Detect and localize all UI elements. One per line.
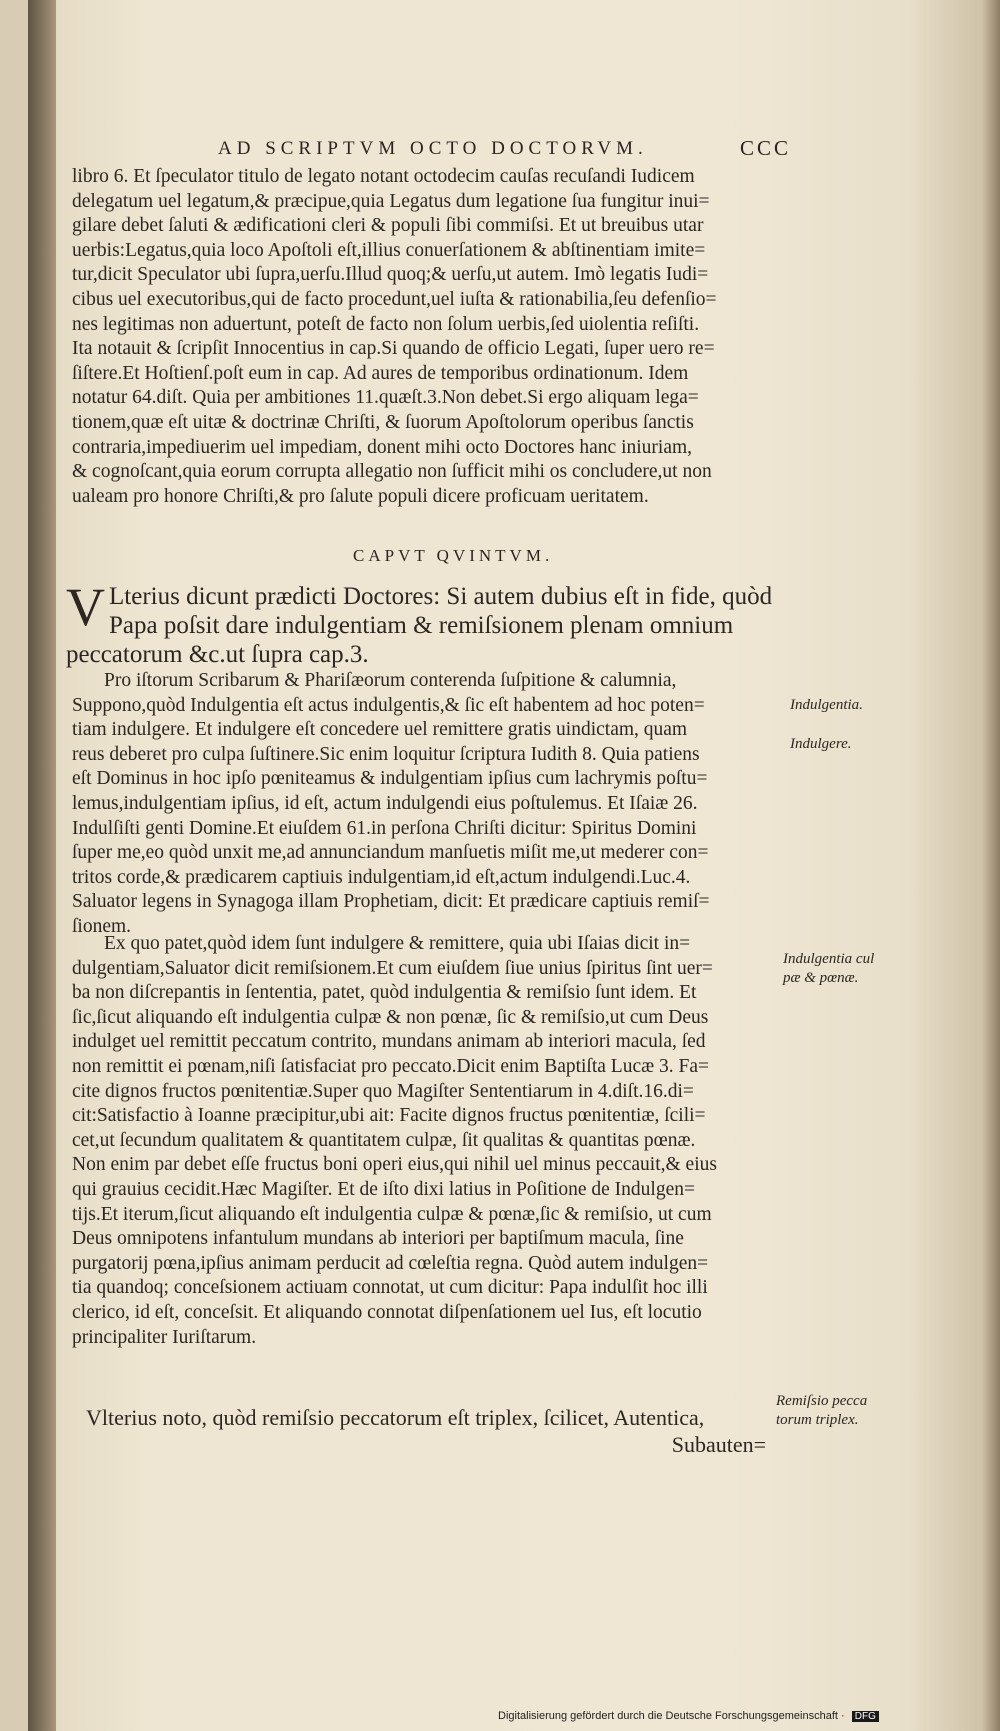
text-line: tia quandoq; conceſsionem actiuam connotat, ut cum dicitur: Papa indulſit hoc illi — [72, 1277, 708, 1299]
text-line: Subauten= — [671, 1432, 766, 1457]
text-line: Deus omnipotens infantulum mundans ab interiori per baptiſmum macula, ſine — [72, 1228, 684, 1250]
book-page — [28, 0, 1000, 1731]
text-line: cet,ut ſecundum qualitatem & quantitatem culpæ, ſit qualitas & quantitas pœnæ. — [72, 1129, 696, 1151]
text-line: qui grauius cecidit.Hæc Magiſter. Et de iſto dixi latius in Poſitione de Indulgen= — [72, 1178, 695, 1200]
text-line: principaliter Iuriſtarum. — [72, 1326, 257, 1348]
text-line: & cognoſcant,quia eorum corrupta allegatio non ſufficit mihi os concludere,ut non — [72, 461, 712, 483]
text-line: ſuper me,eo quòd unxit me,ad annunciandum manſuetis miſit me,ut mederer con= — [72, 842, 709, 864]
marginal-note: Remiſsio pecca torum triplex. — [776, 1393, 868, 1428]
text-line: lemus,indulgentiam ipſius, id eſt, actum indulgendi eius poſtulemus. Et Iſaiæ 26. — [72, 792, 698, 814]
page-edge — [982, 0, 1000, 1731]
text-line: purgatorij pœna,ipſius animam perducit ad cœleſtia regna. Quòd autem indulgen= — [72, 1252, 709, 1274]
marginal-note: Indulgentia cul pæ & pœnæ. — [783, 951, 875, 986]
text-line: nes legitimas non aduertunt, poteſt de facto non ſolum uerbis,ſed uiolentia reſiſti. — [72, 313, 700, 335]
text-line: non remittit ei pœnam,niſi ſatisfaciat pro peccato.Dicit enim Baptiſta Lucæ 3. Fa= — [72, 1055, 709, 1077]
marginal-note: Indulgentia. — [790, 697, 863, 713]
text-block-1 — [72, 165, 792, 509]
text-line: delegatum uel legatum,& præcipue,quia Legatus dum legatione ſua fungitur inui= — [72, 190, 710, 212]
text-line: uerbis:Legatus,quia loco Apoſtoli eſt,illius conuerſationem & abſtinentiam imite= — [72, 239, 706, 261]
text-line: ſic,ſicut aliquando eſt indulgentia culpæ & non pœnæ, ſic & remiſsio,ut cum Deus — [72, 1006, 709, 1028]
text-line: Ita notauit & ſcripſit Innocentius in cap.Si quando de officio Legati, ſuper uero re= — [72, 338, 715, 360]
marginal-note: Indulgere. — [790, 736, 852, 752]
text-line: tionem,quæ eſt uitæ & doctrinæ Chriſti, & ſuorum Apoſtolorum operibus ſanctis — [72, 411, 694, 433]
text-line: notatur 64.diſt. Quia per ambitiones 11.quæſt.3.Non debet.Si ergo aliquam lega= — [72, 387, 699, 409]
folio-number: CCC — [740, 136, 792, 160]
running-title: AD SCRIPTVM OCTO DOCTORVM. — [218, 138, 648, 159]
text-line: ba non diſcrepantis in ſententia, patet, quòd indulgentia & remiſsio ſunt idem. Et — [72, 982, 697, 1004]
text-line: Non enim par debet eſſe fructus boni operi eius,qui nihil uel minus peccauit,& eius — [72, 1154, 717, 1176]
chapter-opening — [66, 577, 796, 669]
text-block-2 — [72, 669, 792, 940]
text-line: cit:Satisfactio à Ioanne præcipitur,ubi ait: Facite dignos fructus pœnitentiæ, ſcili= — [72, 1105, 706, 1127]
text-line: Vlterius noto, quòd remiſsio peccatorum eſt triplex, ſcilicet, Autentica, — [86, 1405, 705, 1430]
text-line: tiam indulgere. Et indulgere eſt concedere uel remittere gratis uindictam, quam — [72, 719, 688, 741]
text-line: cibus uel executoribus,qui de facto procedunt,uel iuſta & rationabilia,ſeu defenſio= — [72, 288, 717, 310]
text-line: indulget uel remittit peccatum contrito, mundans animam ab interiori macula, ſed — [72, 1031, 706, 1053]
text-line: reus deberet pro culpa ſuſtinere.Sic enim loquitur ſcriptura Iudith 8. Quia patiens — [72, 743, 700, 765]
text-line: gilare debet ſaluti & ædificationi cleri & populi ſibi commiſsi. Et ut breuibus utar — [72, 215, 704, 237]
text-line: tur,dicit Speculator ubi ſupra,uerſu.Illud quoq;& uerſu,ut autem. Imò legatis Iudi= — [72, 264, 709, 286]
footer-text: Digitalisierung gefördert durch die Deutsche Forschungsgemeinschaft · — [498, 1710, 845, 1722]
footer-credit — [498, 1710, 879, 1722]
text-line: dulgentiam,Saluator dicit remiſsionem.Et cum eiuſdem ſiue unius ſpiritus ſint uer= — [72, 957, 713, 979]
text-line: clerico, id eſt, conceſsit. Et aliquando connotat diſpenſationem uel Ius, eſt locutio — [72, 1301, 702, 1323]
opening-text: Lterius dicunt prædicti Doctores: Si autem dubius eſt in fide, quòd Papa poſsit dare indulgentiam & remiſsionem plenam omnium peccatorum &c.ut ſupra cap.3. — [66, 583, 773, 668]
text-line: Suppono,quòd Indulgentia eſt actus indulgentis,& ſic eſt habentem ad hoc poten= — [72, 694, 705, 716]
text-line: ſiſtere.Et Hoſtienſ.poſt eum in cap. Ad aures de temporibus ordinationum. Idem — [72, 362, 689, 384]
text-line: Ex quo patet,quòd idem ſunt indulgere & remittere, quia ubi Iſaias dicit in= — [104, 933, 691, 954]
text-line: Indulſiſti genti Domine.Et eiuſdem 61.in perſona Chriſti dicitur: Spiritus Domini — [72, 817, 697, 839]
text-line: tijs.Et iterum,ſicut aliquando eſt indulgentia culpæ & pœnæ,ſic & remiſsio, ut cum — [72, 1203, 712, 1225]
chapter-title: CAPVT QVINTVM. — [353, 546, 554, 565]
text-line: ualeam pro honore Chriſti,& pro ſalute populi dicere proficuam ueritatem. — [72, 485, 649, 507]
text-line: cite dignos fructos pœnitentiæ.Super quo Magiſter Sententiarum in 4.diſt.16.di= — [72, 1080, 694, 1102]
text-line: Saluator legens in Synagoga illam Prophetiam, dicit: Et prædicare captiuis remiſ= — [72, 891, 710, 913]
text-line: Pro iſtorum Scribarum & Phariſæorum conterenda ſuſpitione & calumnia, — [104, 670, 677, 691]
text-block-3 — [72, 932, 792, 1350]
text-line: eſt Dominus in hoc ipſo pœniteamus & indulgentiam ipſius cum lachrymis poſtu= — [72, 768, 708, 790]
page-gutter — [28, 0, 56, 1731]
text-line: tritos corde,& prædicarem captiuis indulgentiam,id eſt,actum indulgendi.Luc.4. — [72, 866, 691, 888]
drop-initial: V — [66, 577, 105, 637]
text-line: contraria,impediuerim uel impediam, donent mihi octo Doctores hanc iniuriam, — [72, 436, 693, 458]
text-line: ſionem. — [72, 915, 132, 937]
dfg-logo: DFG — [852, 1711, 879, 1722]
text-line: libro 6. Et ſpeculator titulo de legato notant octodecim cauſas recuſandi Iudicem — [72, 166, 695, 187]
text-block-4 — [86, 1404, 766, 1458]
